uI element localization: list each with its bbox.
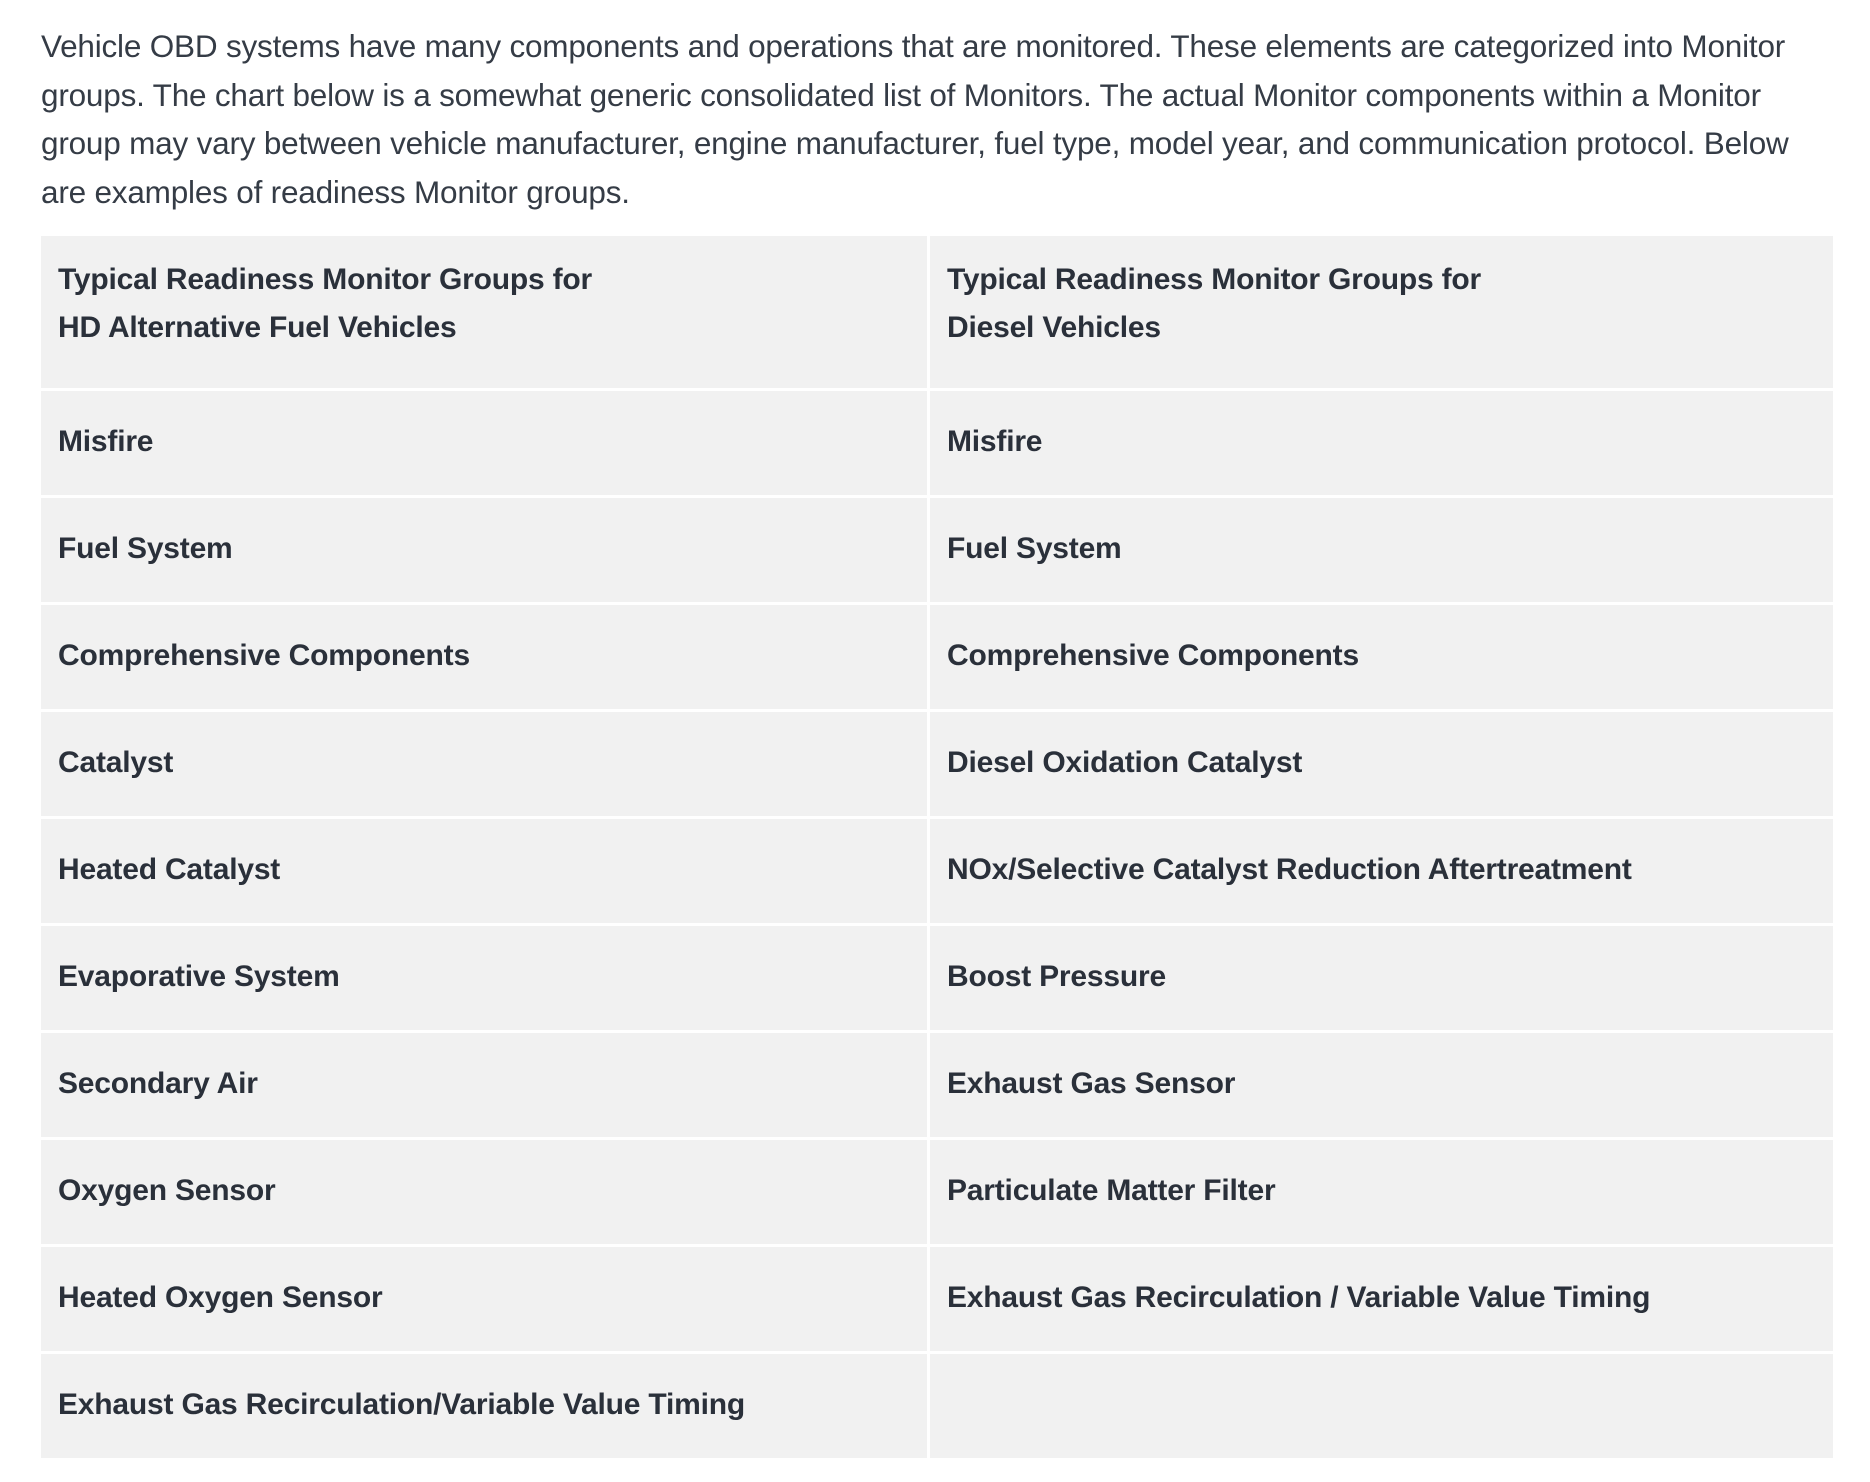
header-cell-alternative-fuel [41, 236, 927, 388]
table-cell: Evaporative System [41, 926, 927, 1030]
table-cell: Boost Pressure [930, 926, 1833, 1030]
table-cell: Fuel System [41, 498, 927, 602]
table-cell: Catalyst [41, 712, 927, 816]
table-cell-empty [930, 1354, 1833, 1458]
table-cell: Misfire [41, 391, 927, 495]
table-cell: Secondary Air [41, 1033, 927, 1137]
table-cell: Exhaust Gas Sensor [930, 1033, 1833, 1137]
table-cell: Misfire [930, 391, 1833, 495]
table-cell: Oxygen Sensor [41, 1140, 927, 1244]
table-cell: Fuel System [930, 498, 1833, 602]
header-line: HD Alternative Fuel Vehicles [58, 311, 457, 344]
table-cell: Heated Catalyst [41, 819, 927, 923]
table-cell: Exhaust Gas Recirculation / Variable Value Timing [930, 1247, 1833, 1351]
table-cell: Particulate Matter Filter [930, 1140, 1833, 1244]
monitor-groups-table [41, 236, 1833, 1458]
header-line: Diesel Vehicles [947, 311, 1161, 344]
header-cell-diesel [930, 236, 1833, 388]
table-cell: NOx/Selective Catalyst Reduction Aftertreatment [930, 819, 1833, 923]
table-cell: Comprehensive Components [41, 605, 927, 709]
table-cell: Diesel Oxidation Catalyst [930, 712, 1833, 816]
table-cell: Comprehensive Components [930, 605, 1833, 709]
header-line: Typical Readiness Monitor Groups for [58, 263, 592, 296]
table-cell: Exhaust Gas Recirculation/Variable Value Timing [41, 1354, 927, 1458]
table-cell: Heated Oxygen Sensor [41, 1247, 927, 1351]
intro-paragraph: Vehicle OBD systems have many components and operations that are monitored. These elements are categorized into Monitor groups. The chart below is a somewhat generic consolidated list of Monitors. The actual Monitor components within a Monitor group may vary between vehicle manufacturer, engine manufacturer, fuel type, model year, and communication protocol. Below are examples of readiness Monitor groups. [41, 28, 1789, 210]
header-line: Typical Readiness Monitor Groups for [947, 263, 1481, 296]
